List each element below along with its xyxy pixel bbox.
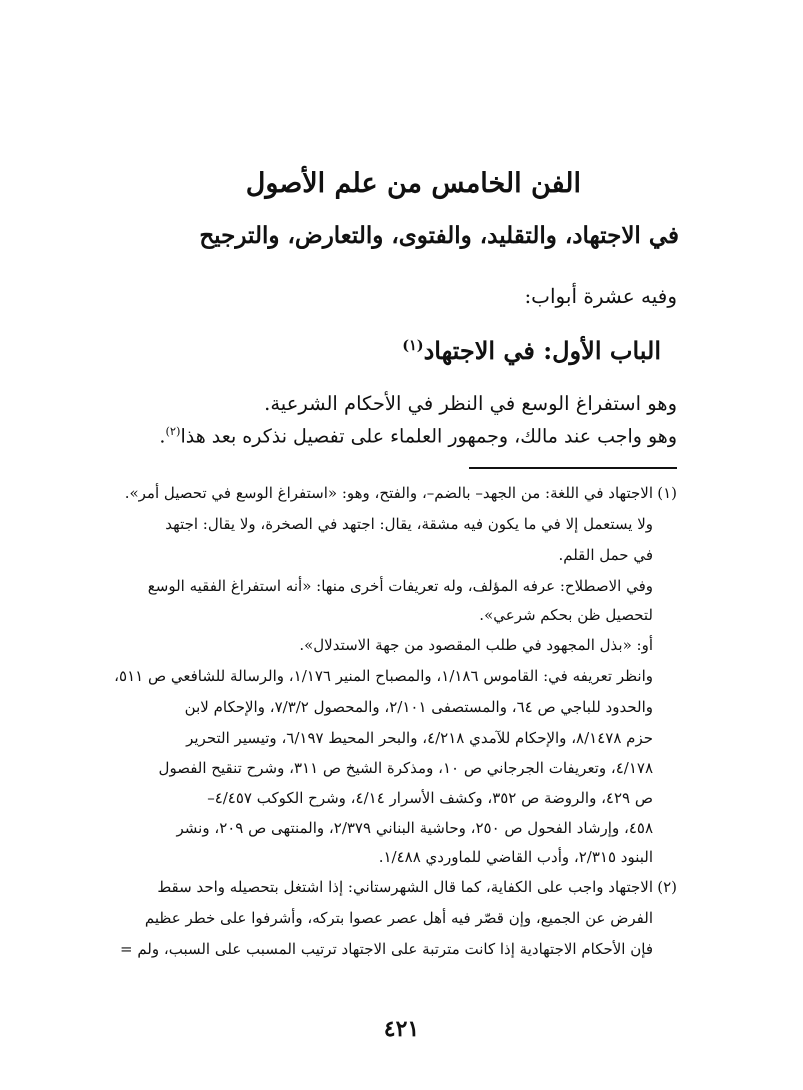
footnote-1-line: حزم ٨/١٤٧٨، والإحكام للآمدي ٤/٢١٨، والبحر المحيط ٦/١٩٧، وتيسير التحرير xyxy=(186,729,653,747)
footnote-1-line: الاجتهاد في اللغة: من الجهد– بالضم–، والفتح، وهو: «استفراغ الوسع في تحصيل أمر». xyxy=(124,484,653,502)
footnote-separator xyxy=(469,467,677,469)
body-line-2-end: . xyxy=(159,425,166,448)
continuation-mark: = xyxy=(119,940,133,958)
footnote-2-line: الاجتهاد واجب على الكفاية، كما قال الشهرستاني: إذا اشتغل بتحصيله واحد سقط xyxy=(157,878,653,896)
footnote-ref-2[interactable]: (٢) xyxy=(165,424,181,438)
footnote-ref-1[interactable]: (١) xyxy=(402,337,424,354)
chapter-heading-text: الباب الأول: في الاجتهاد xyxy=(423,336,661,365)
footnote-1-line: أو: «بذل المجهود في طلب المقصود من جهة الاستدلال». xyxy=(299,636,653,654)
footnote-1-line: ٤٥٨، وإرشاد الفحول ص ٢٥٠، وحاشية البناني ٢/٣٧٩، والمنتهى ص ٢٠٩، ونشر xyxy=(176,819,653,837)
footnote-1-line: لتحصيل ظن بحكم شرعي». xyxy=(479,606,653,624)
footnote-1-line: البنود ٢/٣١٥، وأدب القاضي للماوردي ١/٤٨٨. xyxy=(378,848,653,866)
intro-text: وفيه عشرة أبواب: xyxy=(524,284,677,308)
footnote-1-line: وانظر تعريفه في: القاموس ١/١٨٦، والمصباح المنير ١/١٧٦، والرسالة للشافعي ص ٥١١، xyxy=(114,667,653,685)
footnote-2-line-text: فإن الأحكام الاجتهادية إذا كانت مترتبة على الاجتهاد ترتيب المسبب على السبب، ولم xyxy=(137,940,653,958)
footnote-1-line: والحدود للباجي ص ٦٤، والمستصفى ٢/١٠١، والمحصول ٧/٣/٢، والإحكام لابن xyxy=(184,698,653,716)
body-line-2-text: وهو واجب عند مالك، وجمهور العلماء على تفصيل نذكره بعد هذا xyxy=(180,425,677,448)
footnote-1-line: ولا يستعمل إلا في ما يكون فيه مشقة، يقال: اجتهد في الصخرة، ولا يقال: اجتهد xyxy=(165,515,653,533)
page-number: ٤٢١ xyxy=(383,1016,420,1042)
section-subtitle: في الاجتهاد، والتقليد، والفتوى، والتعارض، والترجيح xyxy=(199,222,679,249)
footnote-2-line xyxy=(120,940,653,958)
footnote-1-line: وفي الاصطلاح: عرفه المؤلف، وله تعريفات أخرى منها: «أنه استفراغ الفقيه الوسع xyxy=(147,577,653,595)
footnote-2-number: (٢) xyxy=(657,878,677,896)
body-line-1: وهو استفراغ الوسع في النظر في الأحكام الشرعية. xyxy=(264,392,677,415)
footnote-1-number: (١) xyxy=(657,484,677,502)
body-line-2 xyxy=(159,424,677,447)
footnote-1-line: ٤/١٧٨، وتعريفات الجرجاني ص ١٠، ومذكرة الشيخ ص ٣١١، وشرح تنقيح الفصول xyxy=(158,759,653,777)
footnote-1-line: في حمل القلم. xyxy=(558,546,653,564)
chapter-heading xyxy=(402,336,661,365)
footnote-1-line: ص ٤٢٩، والروضة ص ٣٥٢، وكشف الأسرار ٤/١٤، وشرح الكوكب ٤/٤٥٧– xyxy=(207,789,653,807)
section-title: الفن الخامس من علم الأصول xyxy=(245,168,581,199)
footnote-2-line: الفرض عن الجميع، وإن قصّر فيه أهل عصر عصوا بتركه، وأشرفوا على خطر عظيم xyxy=(144,909,653,927)
